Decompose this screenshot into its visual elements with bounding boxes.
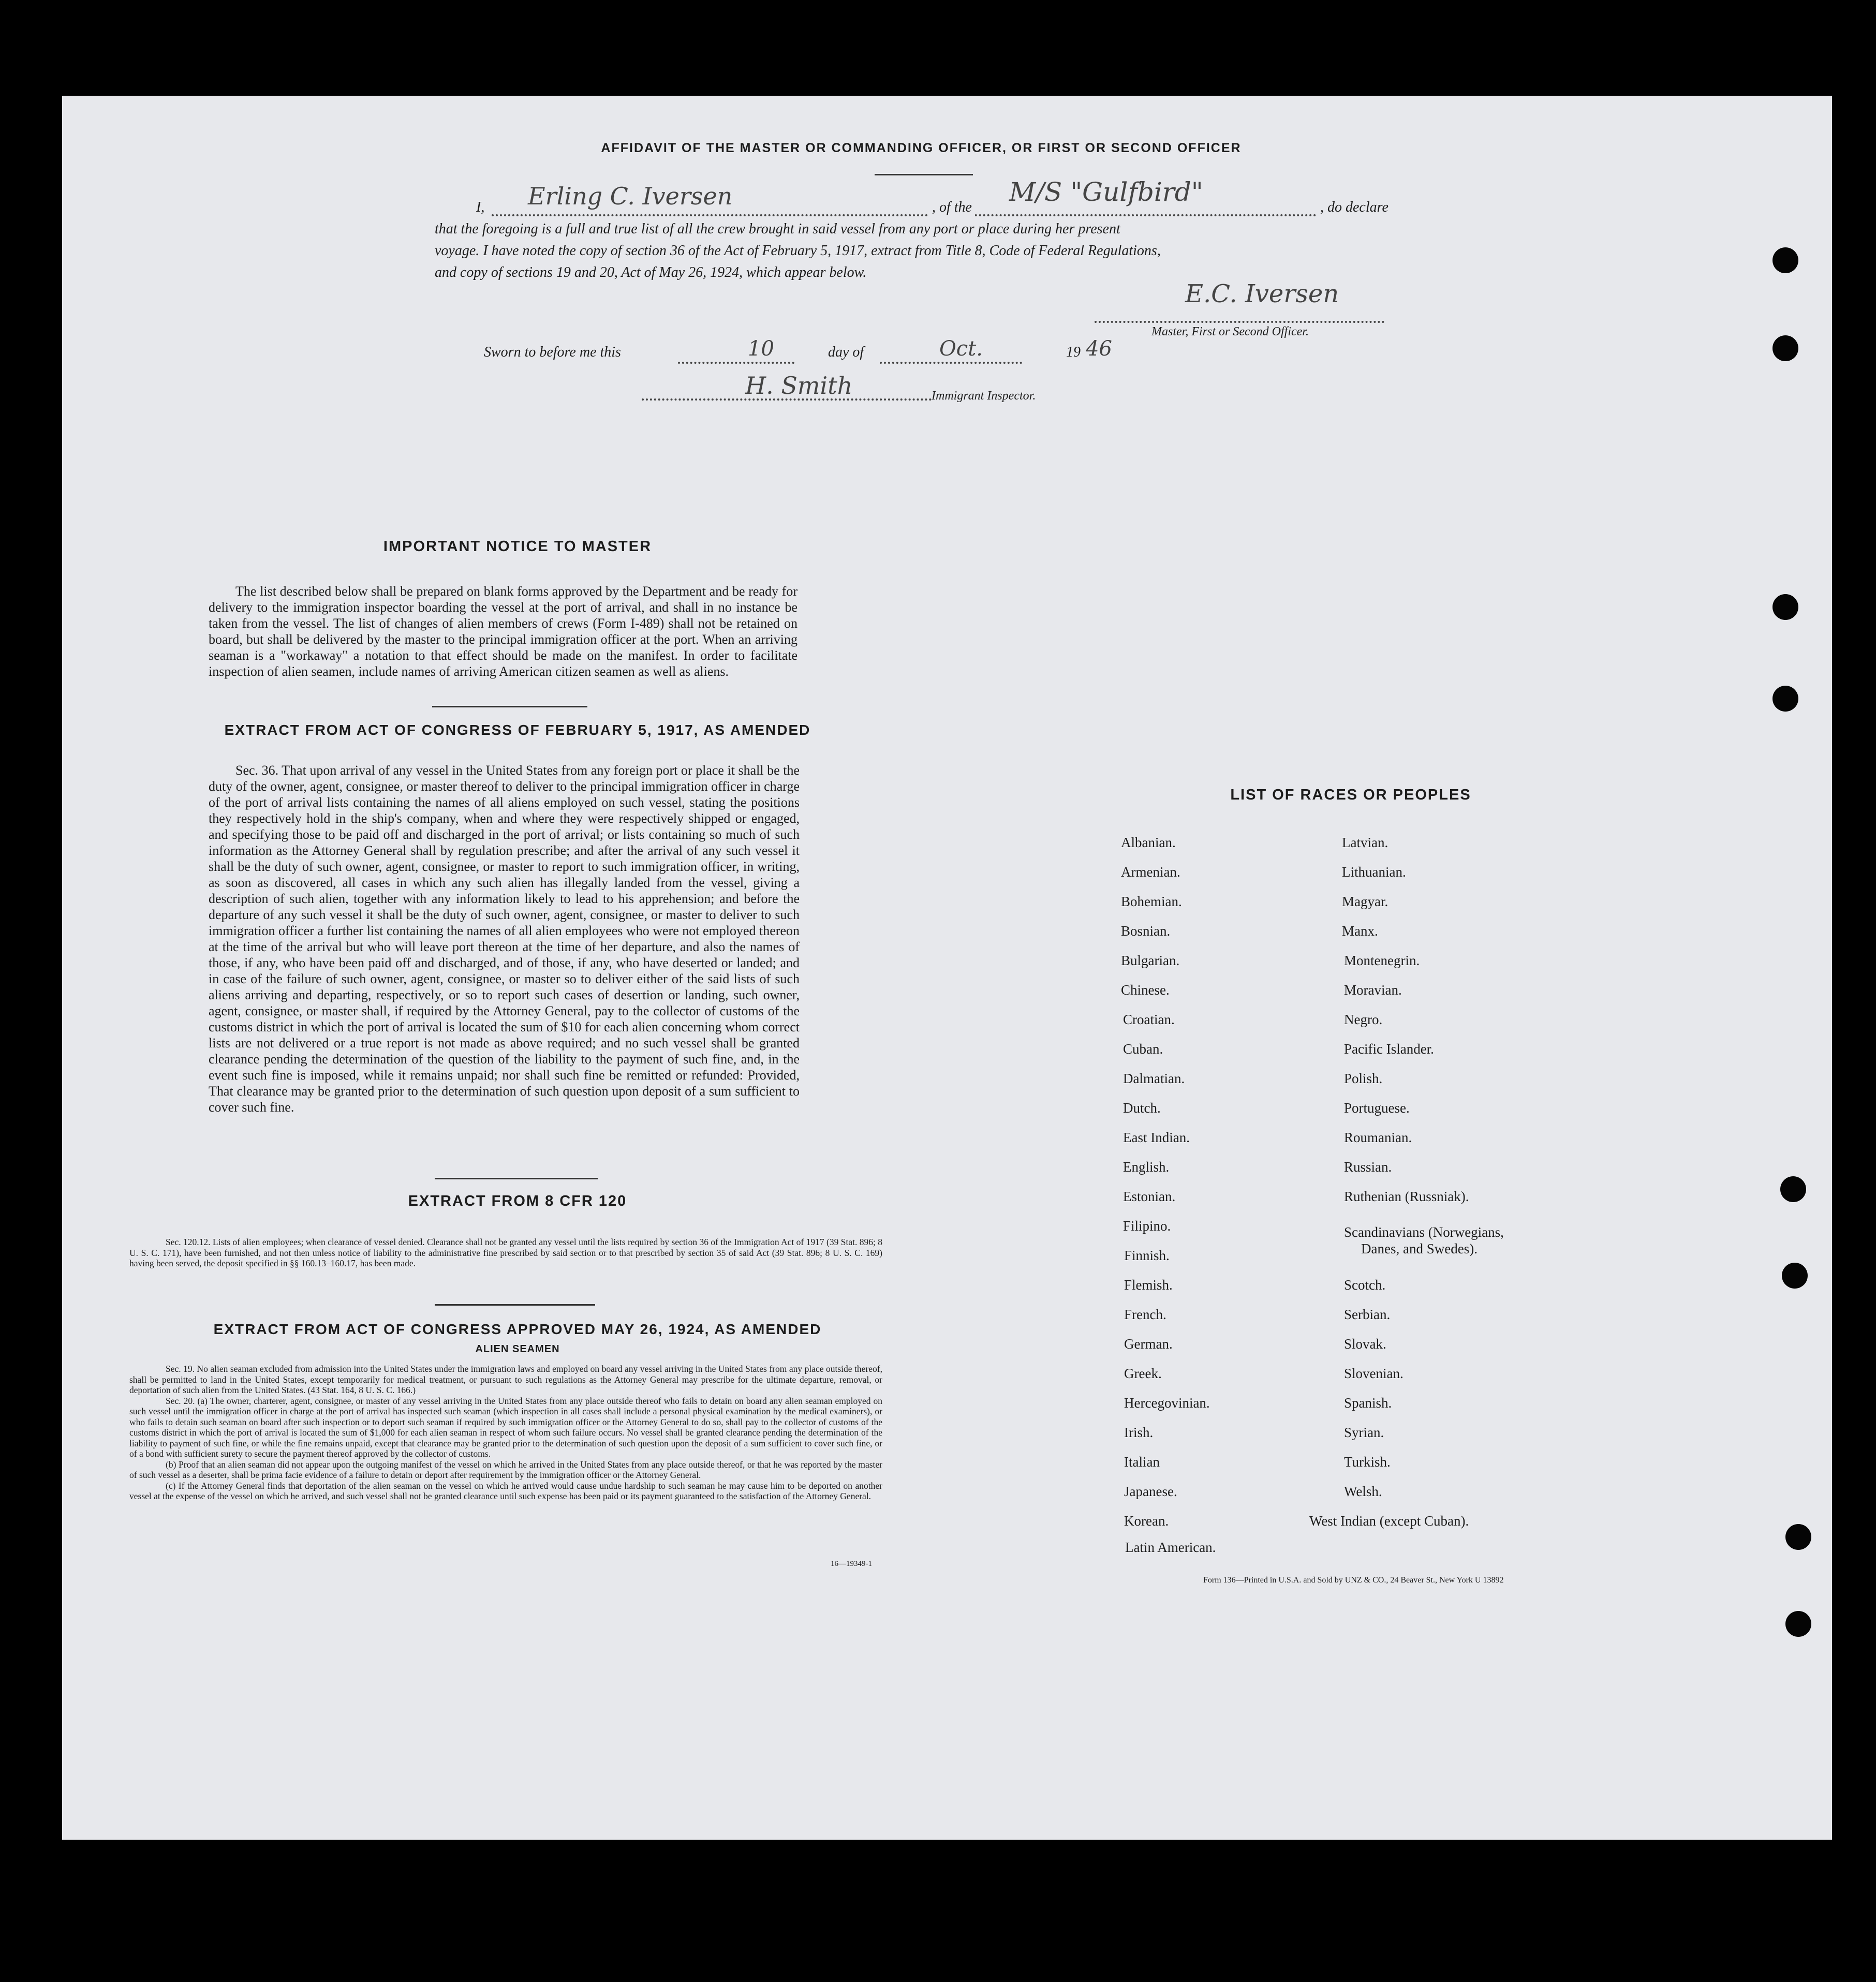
declaration-line-3: voyage. I have noted the copy of section 36 of the Act of February 5, 1917, extract from Title 8, Code of Federal Regulations, (435, 243, 1161, 259)
race-item: Croatian. (1123, 1012, 1175, 1027)
sworn-prefix: Sworn to before me this (484, 344, 621, 360)
divider (435, 1178, 598, 1179)
race-item: Negro. (1344, 1012, 1383, 1027)
binder-hole (1772, 247, 1798, 273)
sec-20b-text: (b) Proof that an alien seaman did not appear upon the outgoing manifest of the vessel on which he arrived in the United States from any place outside thereof, or that he was reported by the master of such vessel as a deserter, shall be prima facie evidence of a failure to detain or deport after requirement by the immigration officer or the Attorney General. (129, 1459, 882, 1480)
divider (435, 1304, 595, 1306)
binder-hole (1780, 1176, 1806, 1202)
sworn-year-prefix: 19 (1066, 344, 1081, 360)
affidavit-title: AFFIDAVIT OF THE MASTER OR COMMANDING OFFICER, OR FIRST OR SECOND OFFICER (601, 141, 1242, 155)
race-item: Korean. (1124, 1513, 1169, 1529)
sec-20a-text: Sec. 20. (a) The owner, charterer, agent, consignee, or master of any vessel arriving in the United States from any place outside thereof who fails to detain on board any alien seaman employed on such vessel until the immigration officer in charge at the port of arrival has inspected such seaman (which inspection in all cases shall include a personal physical examination by the medical examiners), or who fails to detain such seaman on board after such inspection or to deport such seaman if required by such immigration officer or the Attorney General to do so, shall pay to the collector of customs of the customs district in which the port of arrival is located the sum of $1,000 for each alien seaman in respect of whom such failure occurs. No vessel shall be granted clearance pending the determination of the liability to payment of such fine, or while the fine remains unpaid, except that clearance may be granted prior to the determination of such question upon the deposit of a sum sufficient to cover such fine, or of a bond with sufficient surety to secure the payment thereof approved by the collector of customs. (129, 1395, 882, 1459)
declaration-of-the: , of the (929, 197, 975, 218)
vessel-name-handwritten: M/S "Gulfbird" (1009, 177, 1203, 207)
sworn-year: 46 (1086, 337, 1112, 361)
race-item: English. (1123, 1159, 1170, 1175)
declaration-line-4: and copy of sections 19 and 20, Act of May 26, 1924, which appear below. (435, 264, 867, 280)
inspector-caption: Immigrant Inspector. (932, 389, 1036, 403)
race-item: Hercegovinian. (1124, 1395, 1210, 1411)
printer-footer: Form 136—Printed in U.S.A. and Sold by UNZ & CO., 24 Beaver St., New York U 13892 (1203, 1576, 1504, 1585)
race-item: Bohemian. (1121, 894, 1182, 909)
race-item: Latvian. (1342, 835, 1388, 850)
race-item: Latin American. (1125, 1540, 1216, 1555)
master-signature: E.C. Iversen (1185, 279, 1339, 308)
race-item: Ruthenian (Russniak). (1344, 1189, 1469, 1204)
sworn-month: Oct. (939, 337, 983, 361)
races-title: LIST OF RACES OR PEOPLES (1230, 787, 1471, 803)
race-item: Dutch. (1123, 1100, 1161, 1116)
race-item: Polish. (1344, 1071, 1383, 1086)
extract-1924-subtitle: ALIEN SEAMEN (475, 1343, 560, 1355)
race-item: Portuguese. (1344, 1100, 1410, 1116)
race-item: German. (1124, 1336, 1173, 1352)
race-item: Chinese. (1121, 982, 1170, 998)
sworn-line (484, 337, 1131, 370)
notice-text: The list described below shall be prepared on blank forms approved by the Department and be ready for delivery to the immigration inspector boarding the vessel at the port of arrival, and shall in no instance be taken from the vessel. The list of changes of alien members of crews (Form I-489) shall not be retained on board, but shall be delivered by the master to the principal immigration officer at the port. When an arriving seaman is a "workaway" a notation to that effect should be made on the manifest. In order to facilitate inspection of alien seamen, include names of arriving American citizen seamen as well as aliens. (209, 584, 797, 679)
race-item: Slovak. (1344, 1336, 1386, 1352)
notice-title: IMPORTANT NOTICE TO MASTER (383, 538, 652, 555)
race-item: Armenian. (1121, 864, 1180, 880)
extract-1917-text: Sec. 36. That upon arrival of any vessel in the United States from any foreign port or place it shall be the duty of the owner, agent, consignee, or master thereof to deliver to the principal immigration officer in charge of the port of arrival lists containing the names of all aliens employed on such vessel, stating the positions they respectively hold in the ship's company, when and where they were respectively shipped or engaged, and specifying those to be paid off and discharged in the port of arrival; or lists containing so much of such information as the Attorney General shall by regulation prescribe; and after the arrival of any such vessel it shall be the duty of such owner, agent, consignee, or master to report to such immigration officer, in writing, as soon as discovered, all cases in which any such alien has illegally landed from the vessel, giving a description of such alien, together with any information likely to lead to his apprehension; and before the departure of any such vessel it shall be the duty of such owner, agent, consignee, or master to deliver to such immigration officer a further list containing the names of all alien employees who were not employed thereon at the time of the arrival but who will leave port thereon at the time of her departure, and also the names of those, if any, who have been paid off and discharged, and of those, if any, who have deserted or landed; and in case of the failure of such owner, agent, consignee, or master so to deliver either of the said lists of such aliens arriving and departing, respectively, or so to report such cases of desertion or landing, such owner, agent, consignee, or master shall, if required by the Attorney General, pay to the collector of customs of the customs district in which the port of arrival is located the sum of $10 for each alien concerning whom correct lists are not delivered or a true report is not made as above required; and no such vessel shall be granted clearance pending the determination of the question of the liability to the payment of such fine, and, in the event such fine is imposed, while it remains unpaid; nor shall such fine be remitted or refunded: Provided, That clearance may be granted prior to the determination of such question upon deposit of a sum sufficient to cover such fine. (209, 763, 800, 1115)
inspector-signature: H. Smith (745, 372, 853, 400)
divider (875, 174, 973, 175)
binder-hole (1785, 1524, 1811, 1550)
race-item: Dalmatian. (1123, 1071, 1185, 1086)
race-item: Turkish. (1344, 1454, 1391, 1470)
affidavit-declaration (435, 177, 1415, 284)
race-item: Flemish. (1124, 1277, 1173, 1293)
race-item: Irish. (1124, 1425, 1154, 1440)
race-item: Serbian. (1344, 1307, 1391, 1322)
master-signature-caption: Master, First or Second Officer. (1151, 325, 1309, 338)
race-item: Japanese. (1124, 1484, 1177, 1499)
race-item: Italian (1124, 1454, 1160, 1470)
race-item: Welsh. (1344, 1484, 1382, 1499)
extract-cfr-title: EXTRACT FROM 8 CFR 120 (408, 1193, 627, 1209)
divider (432, 706, 587, 707)
race-item: Albanian. (1121, 835, 1176, 850)
race-item: Bulgarian. (1121, 953, 1180, 968)
race-item: West Indian (except Cuban). (1309, 1513, 1469, 1529)
extract-1924-title: EXTRACT FROM ACT OF CONGRESS APPROVED MAY 26, 1924, AS AMENDED (213, 1321, 822, 1337)
race-item: Scotch. (1344, 1277, 1386, 1293)
race-item: Slovenian. (1344, 1366, 1404, 1381)
race-item: Danes, and Swedes). (1361, 1241, 1478, 1256)
race-item: French. (1124, 1307, 1166, 1322)
extract-1917-title: EXTRACT FROM ACT OF CONGRESS OF FEBRUARY 5, 1917, AS AMENDED (224, 722, 811, 738)
declaration-end: , do declare (1317, 197, 1388, 218)
race-item: Russian. (1344, 1159, 1392, 1175)
sworn-day-blank (678, 341, 794, 364)
form-code: 16—19349-1 (831, 1560, 872, 1568)
declaration-prefix: I, (476, 199, 485, 215)
race-item: Finnish. (1124, 1248, 1170, 1263)
sec-19-text: Sec. 19. No alien seaman excluded from admission into the United States under the immigration laws and employed on board any vessel arriving in the United States from any place outside thereof, shall be permitted to land in the United States, except temporarily for medical treatment, or pursuant to such regulations as the Attorney General may prescribe for the ultimate departure, removal, or deportation of such alien from the United States. (43 Stat. 164, 8 U. S. C. 166.) (129, 1364, 882, 1395)
race-item: Roumanian. (1344, 1130, 1412, 1145)
race-item: Syrian. (1344, 1425, 1384, 1440)
race-item: Greek. (1124, 1366, 1162, 1381)
sec-20c-text: (c) If the Attorney General finds that deportation of the alien seaman on the vessel on which he arrived would cause undue hardship to such seaman he may cause him to be deported on another vessel at the expense of the vessel on which he arrived, and such vessel shall not be granted clearance until such expense has been paid or its payment guaranteed to the satisfaction of the Attorney General. (129, 1480, 882, 1501)
race-item: Montenegrin. (1344, 953, 1420, 968)
sworn-day-label: day of (828, 344, 864, 360)
binder-hole (1772, 594, 1798, 620)
sworn-day: 10 (748, 337, 774, 361)
race-item: Lithuanian. (1342, 864, 1406, 880)
race-item: Pacific Islander. (1344, 1041, 1434, 1057)
race-item: Cuban. (1123, 1041, 1163, 1057)
race-item: Estonian. (1123, 1189, 1176, 1204)
declaration-line-2: that the foregoing is a full and true list of all the crew brought in said vessel from any port or place during her present (435, 221, 1120, 237)
binder-hole (1782, 1263, 1808, 1289)
race-item: Moravian. (1344, 982, 1402, 998)
binder-hole (1772, 335, 1798, 361)
race-item: Bosnian. (1121, 923, 1171, 939)
extract-1924-text (129, 1364, 882, 1502)
race-item: Spanish. (1344, 1395, 1392, 1411)
binder-hole (1772, 686, 1798, 712)
race-item: Filipino. (1123, 1218, 1171, 1234)
race-item: East Indian. (1123, 1130, 1190, 1145)
race-item: Scandinavians (Norwegians, (1344, 1224, 1504, 1240)
race-item: Magyar. (1342, 894, 1388, 909)
extract-cfr-text: Sec. 120.12. Lists of alien employees; when clearance of vessel denied. Clearance shall not be granted any vessel until the lists required by section 36 of the Immigration Act of 1917 (39 Stat. 896; 8 U. S. C. 171), have been furnished, and not then unless notice of liability to the administrative fine prescribed by said section or to that prescribed by section 35 of said Act (39 Stat. 896; 8 U. S. C. 169) having been served, the deposit specified in §§ 160.13–160.17, has been made. (129, 1237, 882, 1268)
binder-hole (1785, 1611, 1811, 1637)
race-item: Manx. (1342, 923, 1378, 939)
officer-name-handwritten: Erling C. Iversen (528, 182, 733, 210)
